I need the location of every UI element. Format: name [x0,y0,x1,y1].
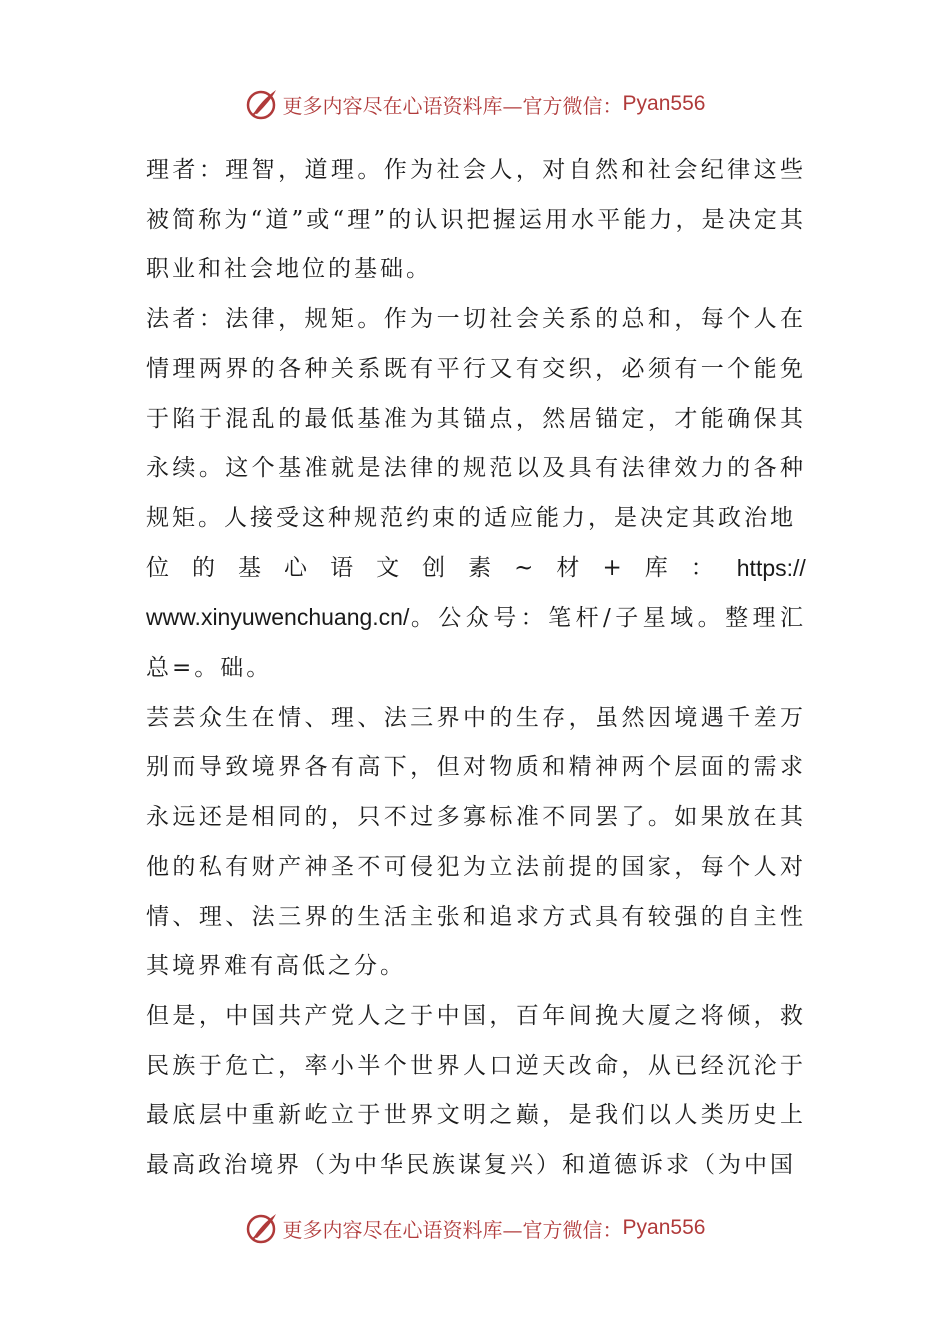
spread-char: 材 [556,554,580,581]
header-banner-text: 更多内容尽在心语资料库—官方微信： [282,93,623,118]
spread-char: 的 [192,554,216,581]
spread-char: 心 [284,554,308,581]
paragraph-law-lead: 法者：法律，规矩。作为一切社会关系的总和，每个人在情理两界的各种关系既有平行又有交织，必须有一个能免于陷于混乱的最低基准为其锚点，然居锚定，才能确保其永续。这个基准就是法律的规范以及具有法律效力的各种规矩。人接受这种规范约束的适应能力，是决定其政治地 [146,306,806,531]
paragraph-law-spread-line [146,544,806,594]
spread-char: 文 [376,554,400,581]
spread-char: 素 [468,554,492,581]
paragraph-party: 但是，中国共产党人之于中国，百年间挽大厦之将倾，救民族于危亡，率小半个世界人口逆天改命，从已经沉沦于最底层中重新屹立于世界文明之巅，是我们以人类历史上最高政治境界（为中华民族谋复兴）和道德诉求（为中国 [146,1002,806,1179]
paragraph-reason: 理者：理智，道理。作为社会人，对自然和社会纪律这些被简称为“道”或“理”的认识把握运用水平能力，是决定其职业和社会地位的基础。 [146,157,806,283]
footer-banner-handle: Pyan556 [622,1216,706,1239]
header-banner-handle: Pyan556 [622,92,706,115]
paragraph-law [146,295,806,694]
spread-char: ~ [514,554,534,581]
spread-char: 库 [644,554,668,581]
paragraph-law-tail: 。公众号：笔杆/子星域。整理汇总=。础。 [146,605,806,682]
footer-banner-text: 更多内容尽在心语资料库—官方微信： [282,1217,623,1242]
spread-char: ： [690,554,714,581]
quill-logo-icon [245,87,279,121]
document-body [146,146,806,1191]
url-prefix: https:// [736,554,806,581]
website-url: www.xinyuwenchuang.cn/ [146,604,410,631]
spread-char: + [602,554,622,581]
spread-char: 创 [422,554,446,581]
spread-char: 语 [330,554,354,581]
quill-logo-icon [245,1211,279,1245]
spread-char: 基 [238,554,262,581]
header-banner [0,84,950,124]
spread-char: 位 [146,554,169,581]
footer-banner [0,1208,950,1248]
paragraph-people: 芸芸众生在情、理、法三界中的生存，虽然因境遇千差万别而导致境界各有高下，但对物质和精神两个层面的需求永远还是相同的，只不过多寡标准不同罢了。如果放在其他的私有财产神圣不可侵犯为立法前提的国家，每个人对情、理、法三界的生活主张和追求方式具有较强的自主性其境界难有高低之分。 [146,704,806,980]
